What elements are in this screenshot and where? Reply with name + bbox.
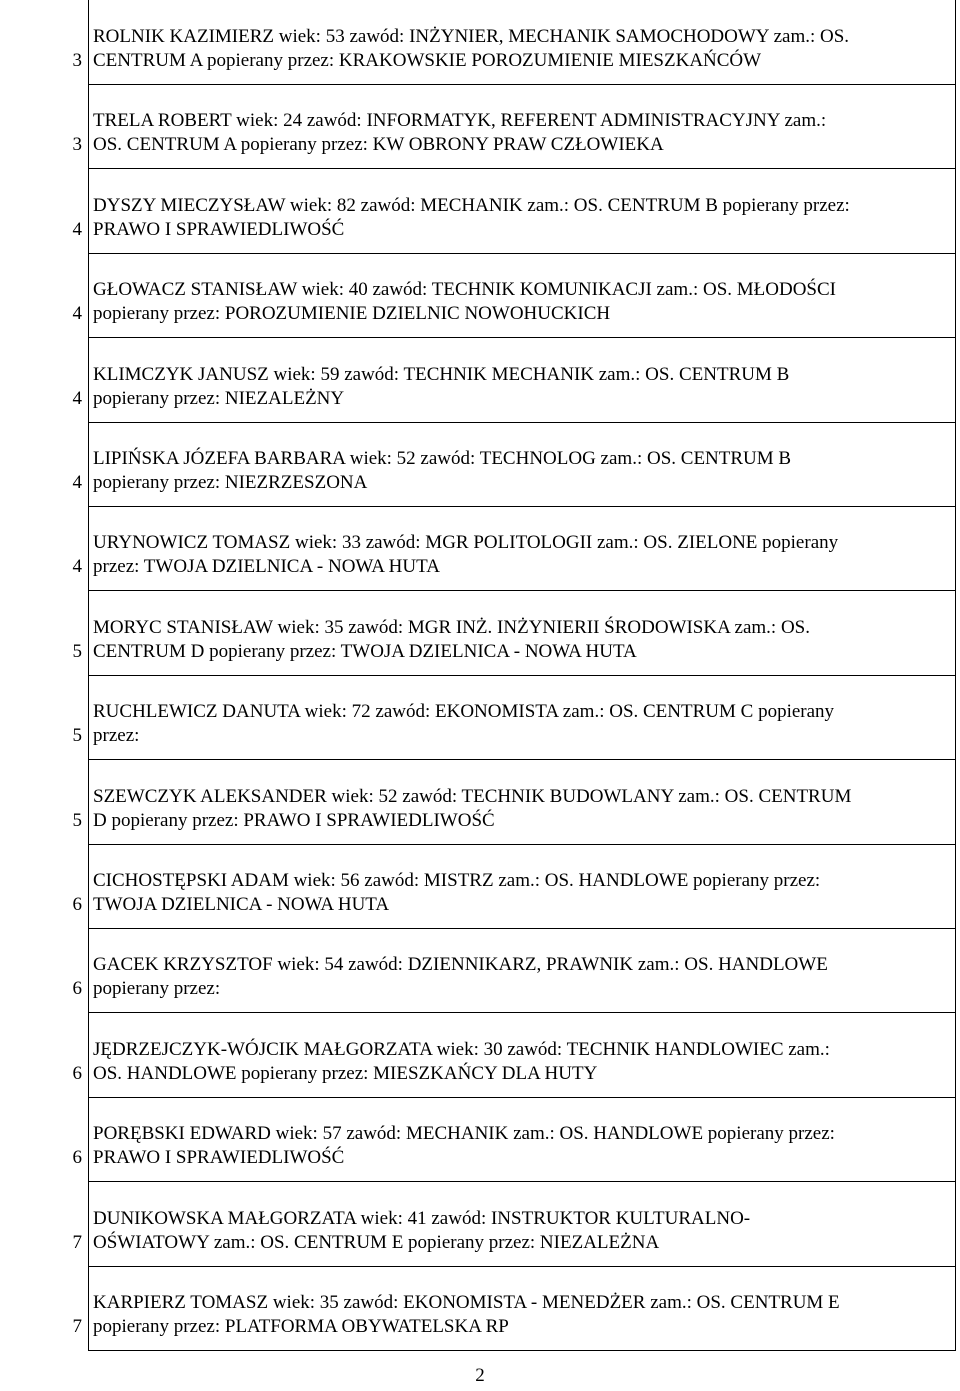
candidate-entry [93, 447, 791, 495]
row-number-cell [0, 591, 84, 675]
table-row [88, 84, 956, 169]
candidate-entry [93, 1291, 840, 1339]
row-number: 4 [72, 556, 82, 577]
entry-line-2: popierany przez: [93, 978, 221, 999]
entry-line-1: SZEWCZYK ALEKSANDER wiek: 52 zawód: TECHNIK BUDOWLANY zam.: OS. CENTRUM [93, 786, 852, 807]
page-number: 2 [475, 1365, 485, 1386]
candidate-entry [93, 531, 838, 579]
row-number-cell [0, 1182, 84, 1266]
table-row [88, 1013, 956, 1098]
row-number: 7 [72, 1232, 82, 1253]
entry-line-1: URYNOWICZ TOMASZ wiek: 33 zawód: MGR POLITOLOGII zam.: OS. ZIELONE popierany [93, 532, 839, 553]
entry-line-2: TWOJA DZIELNICA - NOWA HUTA [93, 894, 390, 915]
row-number: 4 [72, 303, 82, 324]
entry-line-2: przez: TWOJA DZIELNICA - NOWA HUTA [93, 556, 440, 577]
entry-line-1: DYSZY MIECZYSŁAW wiek: 82 zawód: MECHANIK zam.: OS. CENTRUM B popierany przez: [93, 195, 850, 216]
row-number-cell [0, 253, 84, 337]
row-number: 6 [72, 978, 82, 999]
row-number-cell [0, 84, 84, 168]
candidate-entry [93, 700, 834, 748]
entry-line-2: PRAWO I SPRAWIEDLIWOŚĆ [93, 1147, 345, 1168]
row-number: 7 [72, 1316, 82, 1337]
row-number: 5 [72, 725, 82, 746]
entry-line-1: JĘDRZEJCZYK-WÓJCIK MAŁGORZATA wiek: 30 zawód: TECHNIK HANDLOWIEC zam.: [93, 1039, 830, 1060]
entry-line-2: OS. CENTRUM A popierany przez: KW OBRONY PRAW CZŁOWIEKA [93, 134, 664, 155]
row-number: 6 [72, 894, 82, 915]
row-number: 6 [72, 1063, 82, 1084]
row-number: 3 [72, 134, 82, 155]
entry-line-2: popierany przez: POROZUMIENIE DZIELNIC NOWOHUCKICH [93, 303, 611, 324]
table-row [88, 0, 956, 85]
entry-line-1: TRELA ROBERT wiek: 24 zawód: INFORMATYK, REFERENT ADMINISTRACYJNY zam.: [93, 110, 827, 131]
entry-line-1: GŁOWACZ STANISŁAW wiek: 40 zawód: TECHNIK KOMUNIKACJI zam.: OS. MŁODOŚCI [93, 279, 837, 300]
entry-line-2: popierany przez: NIEZALEŻNY [93, 388, 345, 409]
candidate-entry [93, 363, 789, 411]
row-number-cell [0, 675, 84, 759]
table-row [88, 338, 956, 423]
candidate-entry [93, 278, 836, 326]
entry-line-1: CICHOSTĘPSKI ADAM wiek: 56 zawód: MISTRZ zam.: OS. HANDLOWE popierany przez: [93, 870, 821, 891]
row-number-cell [0, 760, 84, 844]
row-number: 4 [72, 388, 82, 409]
table-row [88, 169, 956, 254]
candidate-entry [93, 616, 810, 664]
row-number-cell [0, 506, 84, 590]
entry-line-2: D popierany przez: PRAWO I SPRAWIEDLIWOŚĆ [93, 810, 495, 831]
table-row [88, 422, 956, 507]
table-row [88, 675, 956, 760]
row-number-cell [0, 422, 84, 506]
table-row [88, 928, 956, 1013]
table-row [88, 844, 956, 929]
candidate-entry [93, 25, 849, 73]
entry-line-1: RUCHLEWICZ DANUTA wiek: 72 zawód: EKONOMISTA zam.: OS. CENTRUM C popierany [93, 701, 835, 722]
row-number: 5 [72, 641, 82, 662]
entry-line-1: KARPIERZ TOMASZ wiek: 35 zawód: EKONOMISTA - MENEDŻER zam.: OS. CENTRUM E [93, 1292, 840, 1313]
table-row [88, 1266, 956, 1351]
row-number: 5 [72, 810, 82, 831]
table-row [88, 506, 956, 591]
entry-line-1: KLIMCZYK JANUSZ wiek: 59 zawód: TECHNIK MECHANIK zam.: OS. CENTRUM B [93, 364, 790, 385]
row-number-cell [0, 1266, 84, 1350]
candidate-entry [93, 1122, 835, 1170]
row-number: 6 [72, 1147, 82, 1168]
candidate-entry [93, 785, 851, 833]
candidate-entry [93, 953, 828, 1001]
candidate-entry [93, 109, 826, 157]
table-row [88, 760, 956, 845]
entry-line-2: OŚWIATOWY zam.: OS. CENTRUM E popierany przez: NIEZALEŻNA [93, 1232, 660, 1253]
entry-line-1: DUNIKOWSKA MAŁGORZATA wiek: 41 zawód: INSTRUKTOR KULTURALNO- [93, 1208, 751, 1229]
entry-line-2: popierany przez: PLATFORMA OBYWATELSKA RP [93, 1316, 509, 1337]
entry-line-1: ROLNIK KAZIMIERZ wiek: 53 zawód: INŻYNIER, MECHANIK SAMOCHODOWY zam.: OS. [93, 26, 850, 47]
row-number-cell [0, 338, 84, 422]
entry-line-1: GACEK KRZYSZTOF wiek: 54 zawód: DZIENNIKARZ, PRAWNIK zam.: OS. HANDLOWE [93, 954, 828, 975]
row-number-cell [0, 169, 84, 253]
table-row [88, 253, 956, 338]
entry-line-1: LIPIŃSKA JÓZEFA BARBARA wiek: 52 zawód: TECHNOLOG zam.: OS. CENTRUM B [93, 448, 792, 469]
candidate-entry [93, 1207, 750, 1255]
row-number-cell [0, 1013, 84, 1097]
row-number-cell [0, 0, 84, 84]
candidate-entry [93, 869, 820, 917]
candidate-entry [93, 1038, 830, 1086]
row-number: 4 [72, 219, 82, 240]
entry-line-2: CENTRUM A popierany przez: KRAKOWSKIE POROZUMIENIE MIESZKAŃCÓW [93, 50, 762, 71]
entry-line-2: OS. HANDLOWE popierany przez: MIESZKAŃCY DLA HUTY [93, 1063, 598, 1084]
candidate-entry [93, 194, 850, 242]
entry-line-2: CENTRUM D popierany przez: TWOJA DZIELNICA - NOWA HUTA [93, 641, 637, 662]
entry-line-1: PORĘBSKI EDWARD wiek: 57 zawód: MECHANIK zam.: OS. HANDLOWE popierany przez: [93, 1123, 835, 1144]
row-number-cell [0, 928, 84, 1012]
row-number: 3 [72, 50, 82, 71]
row-number-cell [0, 1097, 84, 1181]
table-row [88, 1097, 956, 1182]
entry-line-1: MORYC STANISŁAW wiek: 35 zawód: MGR INŻ. INŻYNIERII ŚRODOWISKA zam.: OS. [93, 617, 810, 638]
entry-line-2: PRAWO I SPRAWIEDLIWOŚĆ [93, 219, 345, 240]
row-number-cell [0, 844, 84, 928]
entry-line-2: popierany przez: NIEZRZESZONA [93, 472, 368, 493]
row-number: 4 [72, 472, 82, 493]
entry-line-2: przez: [93, 725, 140, 746]
table-row [88, 591, 956, 676]
table-row [88, 1182, 956, 1267]
